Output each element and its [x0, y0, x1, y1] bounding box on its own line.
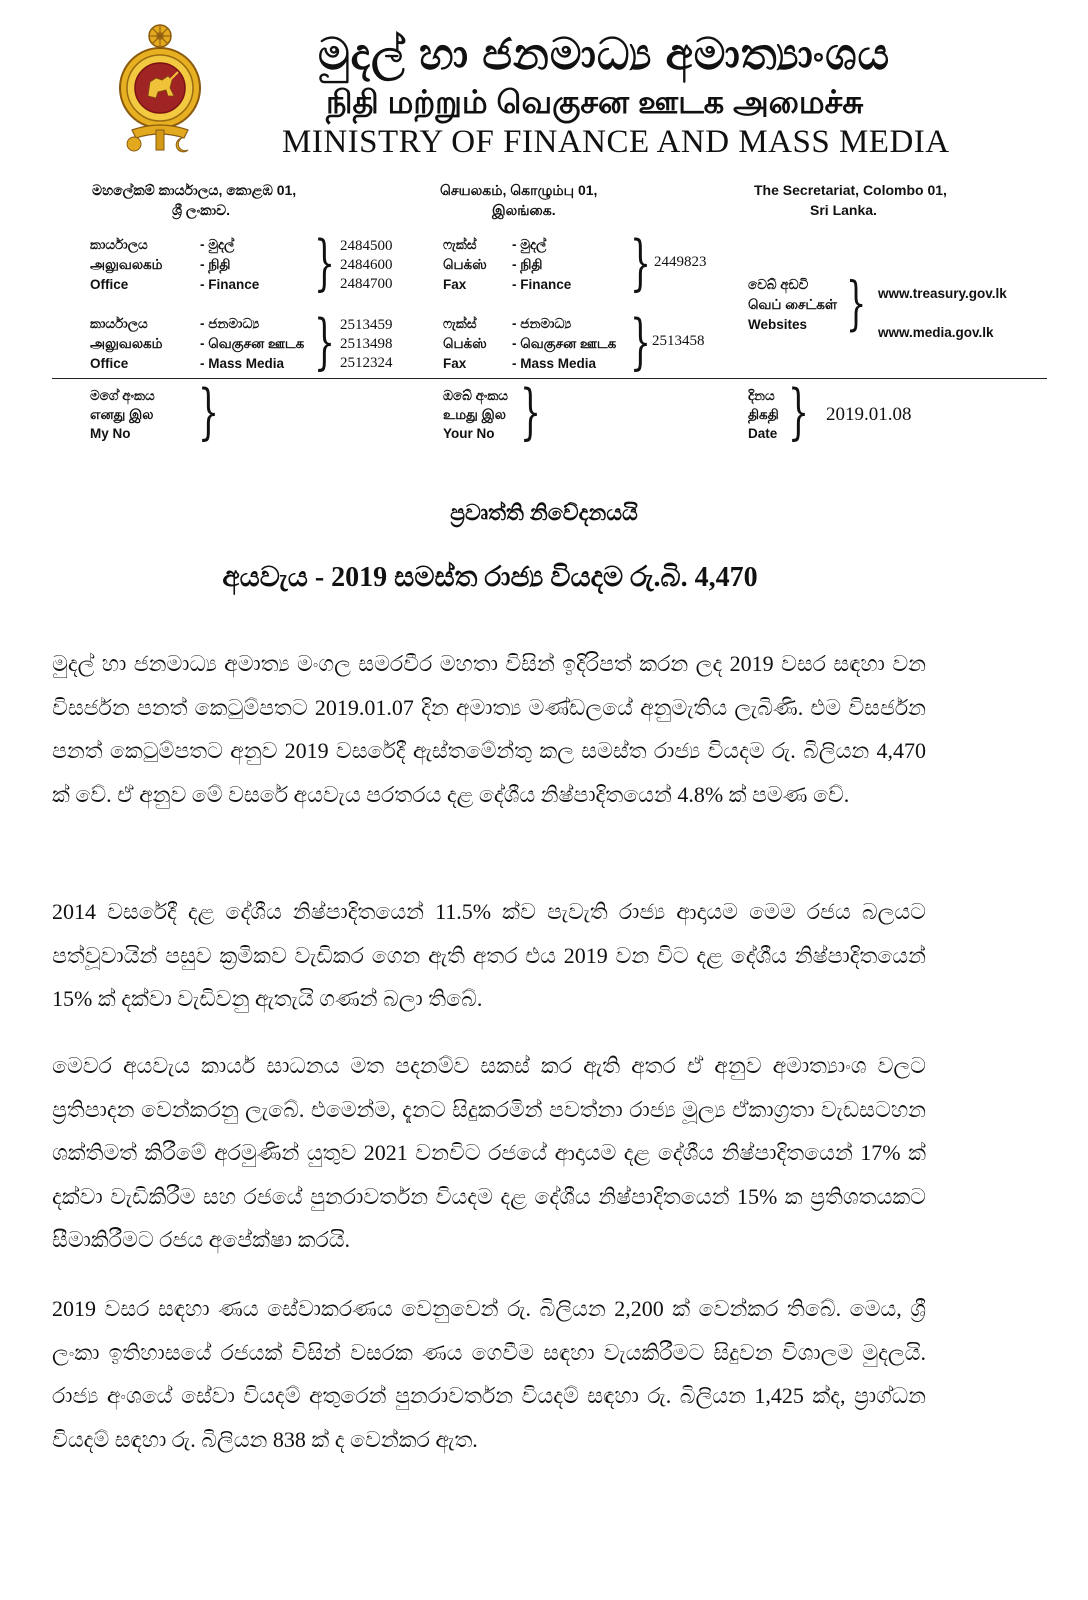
- label-line: ෆැක්ස්: [443, 237, 477, 252]
- paragraph-3: මෙවර අයවැය කාර්ය සාධනය මත පදනම්ව සකස් කර ඇති අතර ඒ අනුව අමාත්‍යාංශ වලට ප්‍රතිපාදන වෙන්කරනු ලැබේ. එමෙන්ම, දැනට සිදුකරමින් පවත්නා රාජ්‍ය මූල්‍ය ඒකාග්‍රතා වැඩසටහන ශක්තිමත් කිරීමේ අරමුණින් යුතුව 2021 වනවිට රජයේ ආදායම දළ දේශීය නිෂ්පාදිතයෙන් 17% ක් දක්වා වැඩිකිරීම සහ රජයේ පුනරාවර්තන වියදම දළ දේශීය නිෂ්පාදිතයෙන් 15% ක ප්‍රතිශතයකට සීමාකිරීමට රජය අපේක්ෂා කරයි.: [52, 1053, 926, 1252]
- my-no-labels: [90, 386, 155, 443]
- brace-icon: }: [198, 377, 220, 447]
- dept-line: - Mass Media: [512, 356, 597, 371]
- label-line: ඔබේ අංකය: [443, 388, 509, 403]
- address-tamil: [440, 180, 597, 220]
- dept-line: - ජනමාධ්‍ය: [512, 316, 572, 331]
- label-line: Fax: [443, 356, 467, 371]
- address-line: The Secretariat, Colombo 01,: [754, 182, 947, 198]
- brace-icon: }: [788, 377, 810, 447]
- dept-line: - நிதி: [512, 257, 543, 272]
- paragraph-1: මුදල් හා ජනමාධ්‍ය අමාත්‍ය මංගල සමරවීර මහතා විසින් ඉදිරිපත් කරන ලද 2019 වසර සඳහා වන විසර්ජන පනත් කෙටුම්පතට 2019.01.07 දින අමාත්‍ය මණ්ඩලයේ අනුමැතිය ලැබිණි. එම විසර්ජන පනත් කෙටුම්පතට අනුව 2019 වසරේදී ඇස්තමේන්තු කල සමස්ත රාජ්‍ය වියදම රු. බිලියන 4,470 ක් වේ. ඒ අනුව මේ වසරේ අයවැය පරතරය දළ දේශීය නිෂ්පාදිතයෙන් 4.8% ක් පමණ වේ.: [52, 651, 926, 807]
- fax-media-depts: [512, 314, 616, 374]
- dept-line: - வெகுசன ஊடக: [200, 336, 305, 351]
- brace-icon: }: [630, 307, 652, 377]
- address-line: Sri Lanka.: [810, 202, 877, 218]
- dept-line: - Finance: [200, 277, 260, 292]
- label-line: කාර්යාලය: [90, 237, 148, 252]
- office-media-numbers: [340, 316, 393, 373]
- brace-icon: }: [314, 228, 336, 298]
- label-line: මගේ අංකය: [90, 388, 155, 403]
- label-line: திகதி: [748, 407, 779, 422]
- office-media-depts: [200, 314, 304, 374]
- your-no-labels: [443, 386, 508, 443]
- dept-line: - Mass Media: [200, 356, 285, 371]
- office-finance-labels: [90, 235, 163, 295]
- label-line: அலுவலகம்: [90, 336, 163, 351]
- label-line: Date: [748, 426, 778, 441]
- address-line: செயலகம், கொழும்பு 01,: [440, 182, 598, 198]
- website-link[interactable]: www.media.gov.lk: [878, 325, 994, 340]
- date-labels: [748, 386, 779, 443]
- paragraph-4: 2019 වසර සඳහා ණය සේවාකරණය වෙනුවෙන් රු. බිලියන 2,200 ක් වෙන්කර තිබේ. මෙය, ශ්‍රී ලංකා ඉතිහාසයේ රජයක් විසින් වසරක ණය ගෙවීම සඳහා වැයකිරීමට සිදුවන විශාලම මුදලයි. රාජ්‍ය අංශයේ සේවා වියදම් අතුරෙන් පුනරාවර්තන වියදම් සඳහා රු. බිලියන 1,425 ක්ද, ප්‍රාග්ධන වියදම් සඳහා රු. බිලියන 838 ක් ද වෙන්කර ඇත.: [52, 1296, 926, 1452]
- address-line: ශ්‍රී ලංකාව.: [172, 202, 231, 218]
- paragraph-2: 2014 වසරේදී දළ දේශීය නිෂ්පාදිතයෙන් 11.5% ක්ව පැවැති රාජ්‍ය ආදායම මෙම රජය බලයට පත්වූවායින් පසුව ක්‍රමිකව වැඩිකර ගෙන ඇති අතර එය 2019 වන විට දළ දේශීය නිෂ්පාදිතයෙන් 15% ක් දක්වා වැඩිවනු ඇතැයි ගණන් බලා තිබේ.: [52, 899, 926, 1011]
- label-line: My No: [90, 426, 131, 441]
- fax-finance-number: 2449823: [654, 254, 707, 270]
- label-line: Office: [90, 356, 129, 371]
- label-line: உமது இல: [443, 407, 506, 422]
- address-sinhala: [92, 180, 296, 220]
- label-line: Your No: [443, 426, 495, 441]
- press-release-subheading: අයවැය - 2019 සමස්ත රාජ්‍ය වියදම රු.බි. 4,470: [222, 562, 758, 593]
- fax-media-labels: [443, 314, 487, 374]
- office-finance-depts: [200, 235, 259, 295]
- ministry-title-english: MINISTRY OF FINANCE AND MASS MEDIA: [282, 124, 950, 160]
- label-line: කාර්යාලය: [90, 316, 148, 331]
- label-line: දිනය: [748, 388, 775, 403]
- label-line: எனது இல: [90, 407, 154, 422]
- label-line: වෙබ් අඩවි: [748, 277, 809, 292]
- brace-icon: }: [520, 377, 542, 447]
- address-line: இலங்கை.: [492, 202, 556, 218]
- website-link[interactable]: www.treasury.gov.lk: [878, 286, 1007, 301]
- press-release-heading: ප්‍රවෘත්ති නිවේදනයයි: [450, 500, 638, 525]
- brace-icon: }: [846, 269, 867, 337]
- ministry-title-tamil: நிதி மற்றும் வெகுசன ஊடக அமைச்சு: [326, 84, 864, 120]
- ministry-title-sinhala: මුදල් හා ජනමාධ්‍ය අමාත්‍යාංශය: [318, 30, 891, 79]
- label-line: வெப் சைட்கள்: [748, 297, 838, 312]
- dept-line: - මුදල්: [200, 237, 235, 252]
- sri-lanka-emblem-icon: [112, 22, 208, 154]
- office-finance-numbers: [340, 237, 393, 294]
- label-line: Websites: [748, 317, 808, 332]
- dept-line: - ජනමාධ්‍ය: [200, 316, 260, 331]
- websites-urls: [878, 274, 1007, 352]
- label-line: பெக்ஸ்: [443, 336, 487, 351]
- phone-number: 2484600: [340, 257, 393, 273]
- label-line: ෆැක්ස්: [443, 316, 477, 331]
- fax-media-number: 2513458: [652, 333, 705, 349]
- dept-line: - Finance: [512, 277, 572, 292]
- brace-icon: }: [314, 307, 336, 377]
- label-line: Office: [90, 277, 129, 292]
- phone-number: 2484700: [340, 276, 393, 292]
- dept-line: - வெகுசன ஊடக: [512, 336, 617, 351]
- brace-icon: }: [630, 228, 652, 298]
- phone-number: 2513459: [340, 317, 393, 333]
- phone-number: 2513498: [340, 336, 393, 352]
- label-line: அலுவலகம்: [90, 257, 163, 272]
- address-line: මහලේකම් කාර්යාලය, කොළඹ 01,: [92, 182, 297, 198]
- fax-finance-depts: [512, 235, 571, 295]
- office-media-labels: [90, 314, 163, 374]
- label-line: Fax: [443, 277, 467, 292]
- dept-line: - நிதி: [200, 257, 231, 272]
- phone-number: 2512324: [340, 355, 393, 371]
- dept-line: - මුදල්: [512, 237, 547, 252]
- fax-finance-labels: [443, 235, 487, 295]
- phone-number: 2484500: [340, 238, 393, 254]
- address-english: [754, 180, 947, 220]
- date-value: 2019.01.08: [826, 404, 912, 425]
- label-line: பெக்ஸ்: [443, 257, 487, 272]
- websites-labels: [748, 275, 837, 335]
